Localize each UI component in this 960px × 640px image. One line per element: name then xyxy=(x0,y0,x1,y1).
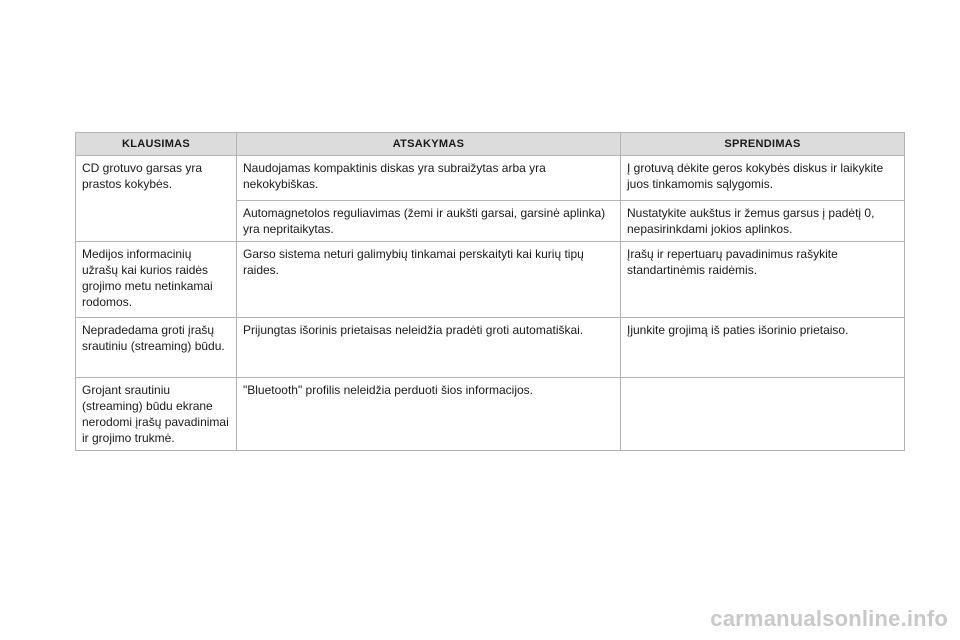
answer-cell: "Bluetooth" profilis neleidžia perduoti šios informacijos. xyxy=(237,378,621,451)
question-cell: Grojant srautiniu (streaming) būdu ekrane nerodomi įrašų pavadinimai ir grojimo trukmė. xyxy=(76,378,237,451)
table-row xyxy=(76,378,905,451)
table-header-row xyxy=(76,133,905,156)
answer-cell: Automagnetolos reguliavimas (žemi ir aukšti garsai, garsinė aplinka) yra nepritaikytas. xyxy=(237,201,621,242)
solution-cell: Nustatykite aukštus ir žemus garsus į padėtį 0, nepasirinkdami jokios aplinkos. xyxy=(621,201,905,242)
solution-cell: Įjunkite grojimą iš paties išorinio prietaiso. xyxy=(621,318,905,378)
table-row xyxy=(76,242,905,318)
table-row xyxy=(76,156,905,201)
table-row xyxy=(76,318,905,378)
solution-cell: Įrašų ir repertuarų pavadinimus rašykite standartinėmis raidėmis. xyxy=(621,242,905,318)
question-cell: CD grotuvo garsas yra prastos kokybės. xyxy=(76,156,237,242)
troubleshooting-table xyxy=(75,132,905,451)
question-cell: Nepradedama groti įrašų srautiniu (streaming) būdu. xyxy=(76,318,237,378)
header-answer: ATSAKYMAS xyxy=(237,133,621,156)
answer-cell: Garso sistema neturi galimybių tinkamai perskaityti kai kurių tipų raides. xyxy=(237,242,621,318)
answer-cell: Prijungtas išorinis prietaisas neleidžia pradėti groti automatiškai. xyxy=(237,318,621,378)
question-cell: Medijos informacinių užrašų kai kurios raidės grojimo metu netinkamai rodomos. xyxy=(76,242,237,318)
solution-cell: Į grotuvą dėkite geros kokybės diskus ir laikykite juos tinkamomis sąlygomis. xyxy=(621,156,905,201)
header-question: KLAUSIMAS xyxy=(76,133,237,156)
solution-cell xyxy=(621,378,905,451)
site-watermark: carmanualsonline.info xyxy=(710,606,948,631)
answer-cell: Naudojamas kompaktinis diskas yra subraižytas arba yra nekokybiškas. xyxy=(237,156,621,201)
header-solution: SPRENDIMAS xyxy=(621,133,905,156)
